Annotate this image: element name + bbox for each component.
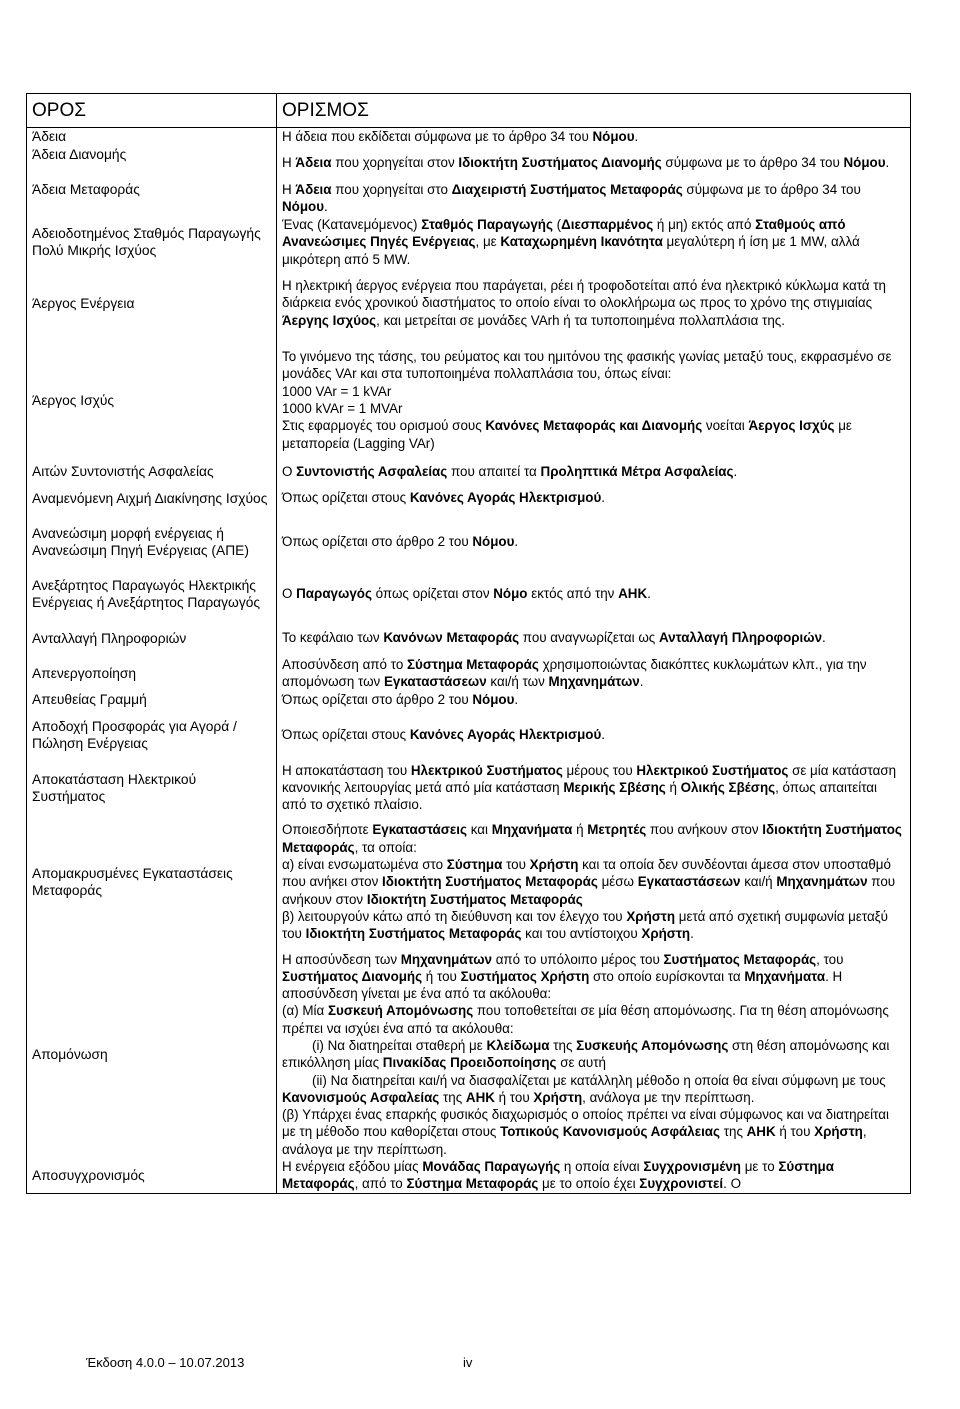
definition-text: μέρους του xyxy=(562,762,637,778)
definition-text: . xyxy=(601,727,606,743)
definition-text: β) λειτουργούν κάτω από τη διεύθυνση και τον έλεγχο του xyxy=(282,908,627,924)
definition-text: ή του xyxy=(422,968,461,984)
definition-text: και/ή των xyxy=(486,674,549,689)
term-cell: Απομόνωση xyxy=(27,951,277,1159)
definition-text: που χορηγείται στο xyxy=(331,181,452,197)
defined-term: Νόμου xyxy=(472,533,515,549)
term-cell: Άδεια Μεταφοράς xyxy=(27,181,277,216)
definition-text: της xyxy=(720,1124,747,1140)
definition-text: . xyxy=(324,199,328,214)
defined-term: Παραγωγός xyxy=(296,586,372,602)
definition-text: . xyxy=(647,586,651,602)
definition-text: ή μη) εκτός από xyxy=(653,217,756,233)
defined-term: Συγχρονιστεί xyxy=(639,1176,724,1192)
defined-term: Ηλεκτρικού Συστήματος xyxy=(636,762,789,778)
defined-term: Κανόνες Αγοράς Ηλεκτρισμού xyxy=(409,490,602,506)
term-cell: Αναμενόμενη Αιχμή Διακίνησης Ισχύος xyxy=(27,481,277,516)
definition-text: με μεταπορεία (Lagging VAr) xyxy=(282,418,852,451)
definition-text: ή του xyxy=(494,1089,534,1105)
definition-text: που αναγνωρίζεται ως xyxy=(519,630,659,646)
table-row xyxy=(27,481,911,516)
definition-text: Όπως ορίζεται στους xyxy=(282,490,410,506)
defined-term: Άεργης Ισχύος xyxy=(282,312,377,328)
definition-text: που απαιτεί τα xyxy=(447,463,541,479)
definition-text: όπως ορίζεται στον xyxy=(371,586,494,602)
definitions-table xyxy=(26,93,911,1194)
definition-text: , και μετρείται σε μονάδες VArh ή τα τυποποιημένα πολλαπλάσια της. xyxy=(376,312,785,328)
defined-term: Νόμου xyxy=(282,199,325,214)
defined-term: ΑΗΚ xyxy=(746,1124,776,1140)
definition-text: Η ηλεκτρική άεργος ενέργεια που παράγεται, ρέει ή τροφοδοτείται από ένα ηλεκτρικό κύκλωμα κατά τη διάρκεια ενός χρονικού διαστήματος το οποίο είναι το ολοκλήρωμα ως προς το χρόνο της στιγμιαίας xyxy=(282,278,887,311)
defined-term: Ανταλλαγή Πληροφοριών xyxy=(658,630,823,646)
table-row xyxy=(27,762,911,814)
term-cell: Απενεργοποίηση xyxy=(27,656,277,691)
defined-term: Μονάδας Παραγωγής xyxy=(422,1159,561,1175)
definition-text: Η άδεια που εκδίδεται σύμφωνα με το άρθρο 34 του xyxy=(282,129,593,145)
definition-text: (β) Υπάρχει ένας επαρκής φυσικός διαχωρισμός ο οποίος πρέπει να είναι σύμφωνος και να διατηρείται με τη μέθοδο που καθορίζεται στους xyxy=(282,1107,889,1140)
definition-cell xyxy=(277,146,911,181)
definition-text: στο οποίο ευρίσκονται τα xyxy=(589,968,745,984)
table-row xyxy=(27,338,911,463)
table-row xyxy=(27,463,911,481)
definition-text: και/ή xyxy=(740,874,777,890)
definition-cell xyxy=(277,128,911,146)
definition-text: , ανάλογα με την περίπτωση. xyxy=(282,1124,867,1157)
definition-text: Όπως ορίζεται στο άρθρο 2 του xyxy=(282,533,473,549)
definition-text: μετά από σχετική συμφωνία μεταξύ του xyxy=(282,908,889,942)
definition-text: , ανάλογα με την περίπτωση. xyxy=(582,1089,755,1105)
definition-text: Στις εφαρμογές του ορισμού σους xyxy=(282,418,486,434)
defined-term: Κανονισμούς Ασφαλείας xyxy=(282,1089,440,1105)
table-row xyxy=(27,146,911,181)
definition-text: χρησιμοποιώντας διακόπτες κυκλωμάτων κλπ., για την απομόνωση των xyxy=(282,656,867,689)
defined-term: Σύστημα Μεταφοράς xyxy=(406,1176,539,1192)
definition-cell xyxy=(277,338,911,463)
defined-term: Ιδιοκτήτη Συστήματος Μεταφοράς xyxy=(282,822,902,855)
table-row xyxy=(27,814,911,951)
defined-term: Προληπτικά Μέτρα Ασφαλείας xyxy=(540,463,734,479)
definition-text: Όπως ορίζεται στο άρθρο 2 του xyxy=(282,691,473,707)
defined-term: Ιδιοκτήτη Συστήματος Μεταφοράς xyxy=(382,874,598,890)
definition-text: μέσω xyxy=(597,874,638,890)
definition-text: που τοποθετείται σε μία θέση απομόνωσης. Για τη θέση απομόνωσης πρέπει να ισχύει ένα από τα ακόλουθα: xyxy=(282,1003,889,1036)
definition-text: . Ο xyxy=(723,1176,741,1192)
defined-term: Νόμο xyxy=(493,586,528,602)
definition-cell xyxy=(277,216,911,269)
definition-text: 1000 VAr = 1 kVAr xyxy=(282,383,392,399)
definition-cell xyxy=(277,516,911,568)
definition-text: Ο xyxy=(282,586,297,602)
definition-text: (i) Να διατηρείται σταθερή με xyxy=(312,1037,487,1053)
term-cell: Άδεια xyxy=(27,128,277,146)
table-row xyxy=(27,516,911,568)
defined-term: Μηχανήματα xyxy=(491,822,573,838)
table-row xyxy=(27,269,911,338)
definition-text: . xyxy=(634,129,639,145)
term-cell: Αποσυγχρονισμός xyxy=(27,1158,277,1193)
term-cell: Αποδοχή Προσφοράς για Αγορά / Πώληση Ενέργειας xyxy=(27,709,277,762)
definition-text: με το xyxy=(740,1159,779,1175)
term-cell: Αποκατάσταση Ηλεκτρικού Συστήματος xyxy=(27,762,277,814)
definition-text: ( xyxy=(552,217,562,233)
defined-term: Χρήστη xyxy=(814,1124,863,1140)
definition-text: , του xyxy=(816,951,844,967)
defined-term: Κανόνες Μεταφοράς και Διανομής xyxy=(485,418,703,434)
term-cell: Άεργος Ισχύς xyxy=(27,338,277,463)
definition-cell xyxy=(277,481,911,516)
defined-term: Νόμου xyxy=(472,691,515,707)
definition-text: με το οποίο έχει xyxy=(538,1176,640,1192)
defined-term: Νόμου xyxy=(843,155,886,171)
term-cell: Ανανεώσιμη μορφή ενέργειας ή Ανανεώσιμη Πηγή Ενέργειας (ΑΠΕ) xyxy=(27,516,277,568)
definition-text: Ένας (Κατανεμόμενος) xyxy=(282,217,422,233)
definition-text: ή xyxy=(665,779,681,795)
definition-text: , όπως απαιτείται από το σχετικό πλαίσιο. xyxy=(282,779,878,813)
defined-term: Συγχρονισμένη xyxy=(643,1159,741,1175)
definition-text: , με xyxy=(475,234,501,250)
defined-term: Μετρητές xyxy=(587,822,647,838)
defined-term: Συστήματος Μεταφοράς xyxy=(663,951,817,967)
definition-cell xyxy=(277,269,911,338)
defined-term: Κανόνες Αγοράς Ηλεκτρισμού xyxy=(409,727,602,743)
definition-cell xyxy=(277,691,911,709)
defined-term: Εγκαταστάσεων xyxy=(637,874,741,890)
defined-term: Κλείδωμα xyxy=(486,1037,550,1053)
defined-term: Συντονιστής Ασφαλείας xyxy=(296,463,448,479)
table-body xyxy=(27,128,911,1194)
definition-text: ή του xyxy=(775,1124,815,1140)
definition-text: . xyxy=(733,463,738,479)
defined-term: Ιδιοκτήτη Συστήματος Μεταφοράς xyxy=(305,926,522,942)
definition-text: που ανήκουν στον xyxy=(282,874,896,907)
defined-term: Διαχειριστή Συστήματος Μεταφοράς xyxy=(451,181,683,197)
definition-text: σύμφωνα με το άρθρο 34 του xyxy=(661,155,844,171)
table-row xyxy=(27,709,911,762)
defined-term: ΑΗΚ xyxy=(618,586,648,602)
definition-text: σε αυτή xyxy=(556,1055,606,1071)
definition-cell xyxy=(277,621,911,656)
definition-text: σύμφωνα με το άρθρο 34 του xyxy=(682,181,861,197)
definition-text: Η xyxy=(282,155,296,171)
definition-text: Οποιεσδήποτε xyxy=(282,822,373,838)
defined-term: Ιδιοκτήτη Συστήματος Μεταφοράς xyxy=(366,891,583,907)
header-definition: ΟΡΙΣΜΟΣ xyxy=(277,94,911,128)
defined-term: Μηχανημάτων xyxy=(548,674,640,689)
defined-term: Σύστημα Μεταφοράς xyxy=(406,656,539,672)
definition-text: Η αποκατάσταση του xyxy=(282,762,411,778)
definition-text: Όπως ορίζεται στους xyxy=(282,727,410,743)
defined-term: Σύστημα Μεταφοράς xyxy=(282,1159,834,1192)
definition-text: που ανήκουν στον xyxy=(646,822,763,838)
definition-text: . xyxy=(885,155,890,171)
definition-text: και xyxy=(466,822,492,838)
defined-term: Καταχωρημένη Ικανότητα xyxy=(500,234,663,250)
term-cell: Ανεξάρτητος Παραγωγός Ηλεκτρικής Ενέργειας ή Ανεξάρτητος Παραγωγός xyxy=(27,568,277,621)
defined-term: Χρήστη xyxy=(641,926,691,942)
definition-cell xyxy=(277,1158,911,1193)
defined-term: Ολικής Σβέσης xyxy=(680,779,776,795)
definition-cell xyxy=(277,656,911,691)
definition-text: . xyxy=(514,533,519,549)
term-cell: Ανταλλαγή Πληροφοριών xyxy=(27,621,277,656)
table-row xyxy=(27,568,911,621)
definition-text: . xyxy=(822,630,826,646)
defined-term: Μερικής Σβέσης xyxy=(563,779,666,795)
definition-text: του xyxy=(502,857,530,873)
definition-text: η οποία είναι xyxy=(560,1159,644,1175)
definition-text: που χορηγείται στον xyxy=(331,155,459,171)
definition-text: Η αποσύνδεση των xyxy=(282,951,401,967)
defined-term: ΑΗΚ xyxy=(465,1089,495,1105)
definition-text: . xyxy=(601,490,606,506)
defined-term: Μηχανημάτων xyxy=(776,874,868,890)
defined-term: Χρήστη xyxy=(529,857,579,873)
definition-text: , από το xyxy=(354,1176,407,1192)
header-term: ΟΡΟΣ xyxy=(27,94,277,128)
defined-term: Ιδιοκτήτη Συστήματος Διανομής xyxy=(458,155,662,171)
definition-cell xyxy=(277,463,911,481)
definition-text: Το γινόμενο της τάσης, του ρεύματος και του ημιτόνου της φασικής γωνίας μεταξύ τους, εκφρασμένο σε μονάδες VAr και στα τυποποιημένα πολλαπλάσια του, όπως είναι: xyxy=(282,349,892,382)
defined-term: Άδεια xyxy=(295,181,332,197)
defined-term: Σύστημα xyxy=(446,857,503,873)
defined-term: Μηχανημάτων xyxy=(400,951,492,967)
defined-term: Τοπικούς Κανονισμούς Ασφάλειας xyxy=(500,1124,720,1140)
definition-text: 1000 kVAr = 1 MVAr xyxy=(282,401,403,416)
table-header-row xyxy=(27,94,911,128)
definition-text: (α) Μία xyxy=(282,1003,328,1019)
defined-term: Συστήματος Χρήστη xyxy=(460,968,590,984)
definition-text: από το υπόλοιπο μέρος του xyxy=(491,951,664,967)
term-cell: Απευθείας Γραμμή xyxy=(27,691,277,709)
definition-text: α) είναι ενσωματωμένα στο xyxy=(282,857,447,873)
defined-term: Πινακίδας Προειδοποίησης xyxy=(382,1055,557,1071)
table-row xyxy=(27,951,911,1159)
defined-term: Χρήστη xyxy=(533,1089,583,1105)
table-row xyxy=(27,656,911,691)
definition-text: . xyxy=(639,674,644,689)
footer-page-number: iv xyxy=(463,1355,473,1370)
definition-text: και του αντίστοιχου xyxy=(521,926,642,942)
definition-text: Αποσύνδεση από το xyxy=(282,656,407,672)
defined-term: Σταθμός Παραγωγής xyxy=(421,217,553,233)
term-cell: Άεργος Ενέργεια xyxy=(27,269,277,338)
definition-cell xyxy=(277,951,911,1159)
footer-edition: Έκδοση 4.0.0 – 10.07.2013 xyxy=(86,1355,245,1370)
table-row xyxy=(27,216,911,269)
table-row xyxy=(27,128,911,146)
definition-text: ή xyxy=(572,822,588,838)
table-row xyxy=(27,1158,911,1193)
defined-term: Μηχανήματα xyxy=(744,968,826,984)
definition-cell xyxy=(277,762,911,814)
defined-term: Άδεια xyxy=(295,155,332,171)
defined-term: Συσκευή Απομόνωσης xyxy=(327,1003,474,1019)
table-row xyxy=(27,621,911,656)
definition-cell xyxy=(277,568,911,621)
defined-term: Εγκαταστάσεις xyxy=(372,822,467,838)
definition-cell xyxy=(277,181,911,216)
definition-text: σε μία κατάσταση κανονικής λειτουργίας μετά από μία κατάσταση xyxy=(282,762,897,795)
definition-text: . xyxy=(514,691,519,707)
definition-text: Η xyxy=(282,181,296,197)
definition-text: και τα οποία δεν συνδέονται άμεσα στον υποσταθμό που ανήκει στον xyxy=(282,857,891,890)
term-cell: Απομακρυσμένες Εγκαταστάσεις Μεταφοράς xyxy=(27,814,277,951)
definition-text: της xyxy=(439,1089,466,1105)
defined-term: Διεσπαρμένος xyxy=(561,217,654,233)
definition-text: (ii) Να διατηρείται και/ή να διασφαλίζεται με κατάλληλη μέθοδο η οποία θα είναι σύμφωνη με τους xyxy=(312,1072,886,1088)
definition-text: της xyxy=(549,1037,577,1053)
definition-text: νοείται xyxy=(702,418,749,434)
definition-cell xyxy=(277,709,911,762)
defined-term: Σταθμούς από Ανανεώσιμες Πηγές Ενέργειας xyxy=(282,217,846,250)
definition-text: Ο xyxy=(282,463,297,479)
definition-cell xyxy=(277,814,911,951)
defined-term: Χρήστη xyxy=(626,908,676,924)
definition-text: . xyxy=(690,926,694,942)
definition-text: Το κεφάλαιο των xyxy=(282,630,384,646)
definition-text: , τα οποία: xyxy=(354,839,417,855)
definition-text: Η ενέργεια εξόδου μίας xyxy=(282,1159,423,1175)
defined-term: Συσκευής Απομόνωσης xyxy=(576,1037,729,1053)
table-row xyxy=(27,691,911,709)
defined-term: Εγκαταστάσεων xyxy=(383,674,487,689)
term-cell: Άδεια Διανομής xyxy=(27,146,277,181)
defined-term: Άεργος Ισχύς xyxy=(748,418,835,434)
defined-term: Κανόνων Μεταφοράς xyxy=(383,630,520,646)
defined-term: Ηλεκτρικού Συστήματος xyxy=(410,762,563,778)
defined-term: Συστήματος Διανομής xyxy=(282,968,423,984)
term-cell: Αδειοδοτημένος Σταθμός Παραγωγής Πολύ Μικρής Ισχύος xyxy=(27,216,277,269)
definition-text: εκτός από την xyxy=(527,586,619,602)
definition-text: στη θέση απομόνωσης και επικόλληση μίας xyxy=(282,1037,890,1071)
term-cell: Αιτών Συντονιστής Ασφαλείας xyxy=(27,463,277,481)
definition-text: . Η αποσύνδεση γίνεται με ένα από τα ακόλουθα: xyxy=(282,968,843,1002)
definition-text: μεγαλύτερη ή ίση με 1 MW, αλλά μικρότερη από 5 MW. xyxy=(282,234,860,267)
defined-term: Νόμου xyxy=(592,129,635,145)
table-row xyxy=(27,181,911,216)
